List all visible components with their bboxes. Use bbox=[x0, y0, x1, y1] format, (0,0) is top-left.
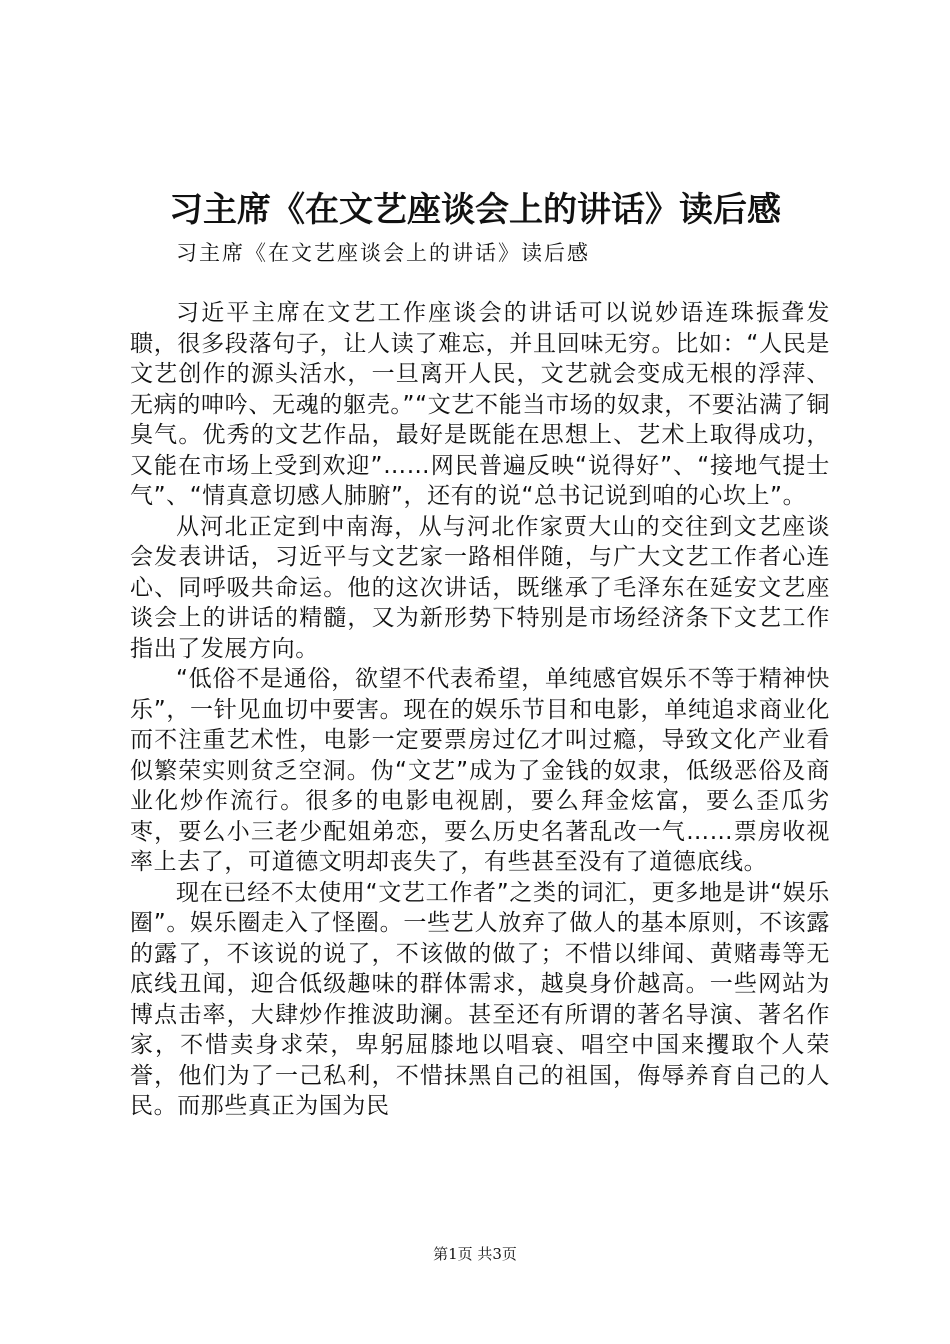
paragraph: 从河北正定到中南海，从与河北作家贾大山的交往到文艺座谈会发表讲话，习近平与文艺家一路相伴随，与广大文艺工作者心连心、同呼吸共命运。他的这次讲话，既继承了毛泽东在延安文艺座谈会上的讲话的精髓，又为新形势下特别是市场经济条下文艺工作指出了发展方向。 bbox=[130, 513, 830, 662]
page-footer: 第1页 共3页 bbox=[433, 1245, 517, 1263]
paragraph: “低俗不是通俗，欲望不代表希望，单纯感官娱乐不等于精神快乐”，一针见血切中要害。现在的娱乐节目和电影，单纯追求商业化而不注重艺术性，电影一定要票房过亿才叫过瘾，导致文化产业看似繁荣实则贫乏空洞。伪“文艺”成为了金钱的奴隶，低级恶俗及商业化炒作流行。很多的电影电视剧，要么拜金炫富，要么歪瓜劣枣，要么小三老少配姐弟恋，要么历史名著乱改一气……票房收视率上去了，可道德文明却丧失了，有些甚至没有了道德底线。 bbox=[130, 666, 830, 875]
document-subtitle: 习主席《在文艺座谈会上的讲话》读后感 bbox=[176, 241, 590, 265]
paragraph: 习近平主席在文艺工作座谈会的讲话可以说妙语连珠振聋发聩，很多段落句子，让人读了难忘，并且回味无穷。比如：“人民是文艺创作的源头活水，一旦离开人民，文艺就会变成无根的浮萍、无病的呻吟、无魂的躯壳。”“文艺不能当市场的奴隶，不要沾满了铜臭气。优秀的文艺作品，最好是既能在思想上、艺术上取得成功，又能在市场上受到欢迎”……网民普遍反映“说得好”、“接地气提士气”、“情真意切感人肺腑”，还有的说“总书记说到咱的心坎上”。 bbox=[130, 300, 830, 509]
document-title: 习主席《在文艺座谈会上的讲话》读后感 bbox=[169, 190, 781, 230]
document-body bbox=[130, 298, 830, 1122]
paragraph: 现在已经不太使用“文艺工作者”之类的词汇，更多地是讲“娱乐圈”。娱乐圈走入了怪圈。一些艺人放弃了做人的基本原则，不该露的露了，不该说的说了，不该做的做了；不惜以绯闻、黄赌毒等无底线丑闻，迎合低级趣味的群体需求，越臭身价越高。一些网站为博点击率，大肆炒作推波助澜。甚至还有所谓的著名导演、著名作家，不惜卖身求荣，卑躬屈膝地以唱衰、唱空中国来攫取个人荣誉，他们为了一己私利，不惜抹黑自己的祖国，侮辱养育自己的人民。而那些真正为国为民 bbox=[130, 879, 830, 1119]
